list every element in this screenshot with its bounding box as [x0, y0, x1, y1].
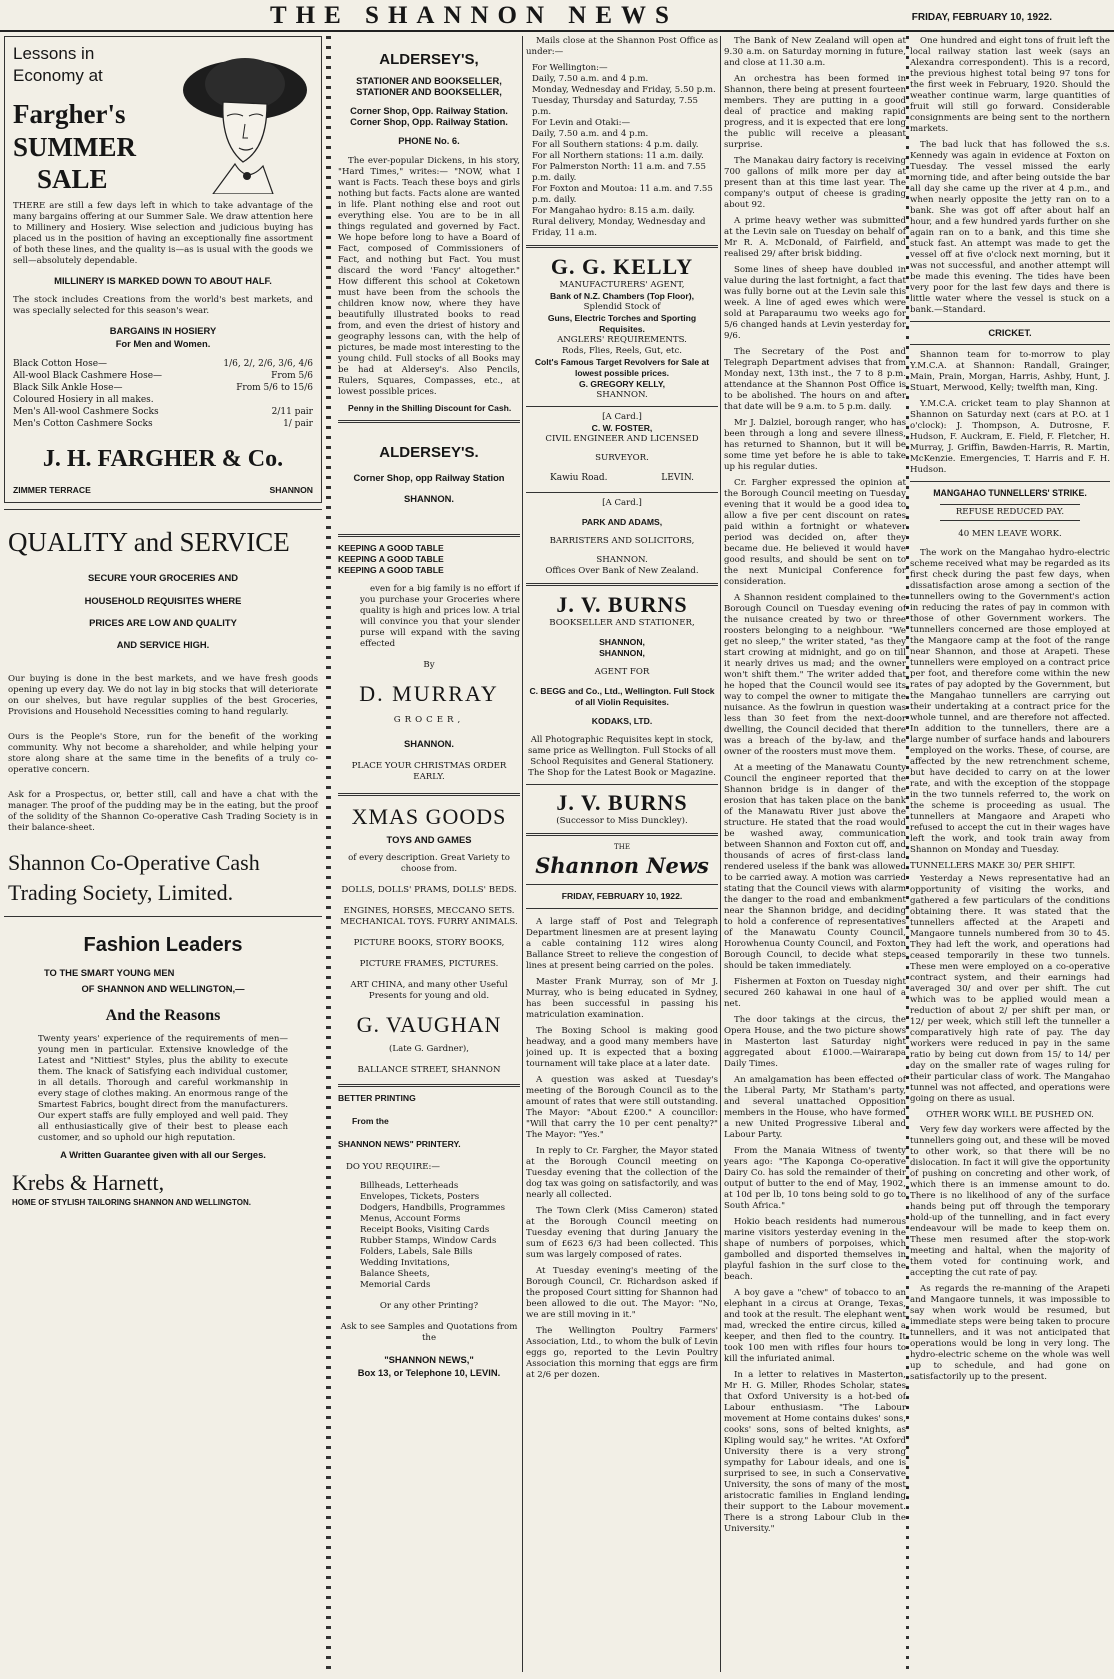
burns-advert [526, 592, 718, 779]
mail-line: For all Southern stations: 4 p.m. daily. [532, 140, 699, 150]
vaughan-desc: of every description. Great Variety to choose from. [348, 853, 510, 874]
fargher-sale: SALE [37, 164, 108, 194]
printing-item: Envelopes, Tickets, Posters [360, 1192, 480, 1202]
column-2 [338, 36, 520, 1672]
krebs-tag: HOME OF STYLISH TAILORING SHANNON AND WELLINGTON. [12, 1198, 251, 1208]
news-paragraph: A prime heavy wether was submitted at the Levin sale on Tuesday on behalf of Mr R. A. McDonald, of Fairfield, and realised 29/ after brisk bidding. [724, 216, 906, 259]
printing-item: Memorial Cards [360, 1280, 431, 1290]
printing-items [338, 1181, 520, 1291]
coop-name-1: Shannon Co-Operative Cash [8, 849, 260, 875]
news-paragraph: A boy gave a "chew" of tobacco to an elephant in a circus at Orange, Texas, and took at the result. The elephant went mad, wrecked the entire circus, killed a keeper, and then fled to the country. It took 100 men with rifles four hours to kill the infuriated animal. [724, 1288, 906, 1364]
alderseys-advert [338, 50, 520, 414]
mail-line: Rural delivery, Monday, Wednesday and Friday, 11 a.m. [532, 217, 706, 238]
kelly-l7: Colt's Famous Target Revolvers for Sale at lowest possible prices. [534, 357, 710, 378]
hosiery-item: Black Cotton Hose— [13, 359, 108, 370]
printing-item: Receipt Books, Visiting Cards [360, 1225, 490, 1235]
printing-head: BETTER PRINTING [338, 1093, 416, 1103]
fargher-name: Fargher's [13, 99, 126, 129]
fargher-intro: THERE are still a few days left in which to take advantage of the many bargains offering at our Summer Sale. We draw attention here to Millinery and Hosiery. Wise selection and judicious buying has placed us in the position of having an exceptionally fine assortment of both these lines, and the quality is—as is usual with the goods we sell—absolutely dependable. [13, 201, 313, 266]
hosiery-price: 2/11 pair [271, 407, 313, 418]
kelly-l9: SHANNON. [596, 390, 648, 400]
kelly-name: G. G. KELLY [550, 254, 694, 279]
alderseys-phone: PHONE No. 6. [398, 135, 460, 146]
vaughan-items [338, 885, 520, 1002]
alderseys2-l1: Corner Shop, opp Railway Station [353, 472, 505, 483]
park-card [526, 498, 718, 577]
cricket-paragraph: Y.M.C.A. cricket team to play Shannon at Shannon on Saturday next (cars at P.O. at 1 o'clock): J. Thompson, A. Dutrosne, F. Hudson, F. Auckram, E. Field, F. Fletcher, H. Murray, J. Griffin, Bawden-Harris, R. Martin, McKenzie. Emergencies, T. Harris and F. H. Hudson. [910, 399, 1110, 476]
krebs-headline: Fashion Leaders [83, 933, 243, 956]
news-paragraph: The Wellington Poultry Farmers' Association, Ltd., to whom the bulk of Levin eggs go, reported to the Levin Poultry Association this morning that eggs are firm at 2/6 per dozen. [526, 1326, 718, 1380]
hosiery-item: All-wool Black Cashmere Hose— [13, 371, 163, 382]
vaughan-item: ENGINES, HORSES, MECCANO SETS. MECHANICAL TOYS. FURRY ANIMALS. [340, 906, 518, 927]
park-l1: BARRISTERS AND SOLICITORS, [549, 536, 695, 546]
news-paragraph: At a meeting of the Manawatu County Council the engineer reported that the Shannon bridge is in danger of the erosion that has taken place on the bank of the Manawatu River just above the structure. He stated that the road would be washed away, communication between Shannon and Foxton cut off, and thousands of acres of first-class land rendered useless if the bank was allowed to be carried away. A motion was carried stating that the Council views with alarm the danger to the road and embankment near the Shannon bridge, and deciding to hold a conference of representatives of the Manawatu County Council, Horowhenua County Council, and Foxton Borough Council, to decide what steps should be taken immediately. [724, 763, 906, 971]
printing-item: Rubber Stamps, Window Cards [360, 1236, 497, 1246]
column-divider [522, 36, 523, 1672]
col3-news [526, 917, 718, 1381]
vaughan-item: PICTURE FRAMES, PICTURES. [359, 959, 499, 969]
vaughan-item: DOLLS, DOLLS' PRAMS, DOLLS' BEDS. [341, 885, 517, 895]
murray-h1: KEEPING A GOOD TABLE [338, 543, 444, 553]
fargher-bargains: BARGAINS IN HOSIERY [109, 325, 217, 337]
news-paragraph: Some lines of sheep have doubled in value during the last fortnight, a fact that was fully borne out at the Levin sale this week. A line of aged ewes which were sold at Paraparaumu two weeks ago for 5/6 changed hands at Levin yesterday for 9/6. [724, 265, 906, 341]
coop-headline: QUALITY and SERVICE [8, 527, 290, 558]
news-paragraph: A question was asked at Tuesday's meeting of the Borough Council as to the amount of rates that were still outstanding. The Mayor: "About £200." A councillor: "Will that carry the 10 per cent penalty?" The Mayor: "Yes." [526, 1075, 718, 1140]
burns-l6: KODAKS, LTD. [591, 716, 653, 726]
vaughan-item: PICTURE BOOKS, STORY BOOKS, [353, 938, 505, 948]
strike-sub-4: OTHER WORK WILL BE PUSHED ON. [926, 1109, 1094, 1120]
mail-line: For Mangahao hydro: 8.15 a.m. daily. [532, 206, 695, 216]
krebs-of: OF SHANNON AND WELLINGTON,— [81, 983, 245, 995]
kelly-advert [526, 254, 718, 401]
krebs-to: TO THE SMART YOUNG MEN [44, 966, 175, 978]
kelly-l3: Splendid Stock of [583, 302, 661, 312]
col4-news [724, 36, 906, 1535]
burns-l1: BOOKSELLER AND STATIONER, [549, 618, 695, 628]
hosiery-price: From 5/6 [271, 371, 313, 382]
kelly-l5: ANGLERS' REQUIREMENTS. [557, 335, 687, 345]
hosiery-row [13, 382, 313, 394]
printing-advert [338, 1093, 520, 1378]
hosiery-price: 1/ pair [283, 419, 313, 430]
coop-name-2: Trading Society, Limited. [8, 879, 234, 905]
news-paragraph: An amalgamation has been effected of the Liberal Party, Mr Statham's party, and several unattached Opposition members in the House, who have formed a new United Progressive Liberal and Labour Party. [724, 1075, 906, 1140]
burns-l4: AGENT FOR [594, 667, 650, 677]
cricket-notes [910, 350, 1110, 476]
column-divider-decorative [906, 36, 909, 1672]
alderseys-l1: STATIONER AND BOOKSELLER, [356, 75, 502, 86]
printing-item: Menus, Account Forms [360, 1214, 461, 1224]
fargher-advert [4, 36, 322, 503]
news-paragraph: Cr. Fargher expressed the opinion at the Borough Council meeting on Tuesday evening that it would be a good idea to allow a five per cent discount on rates paid within a fortnight or whatever period was decided on, after they became due. He believed it would have good results, and should be sent on to the next Municipal Conference for consideration. [724, 478, 906, 587]
park-l2: SHANNON. [596, 555, 648, 565]
coop-l4: AND SERVICE HIGH. [116, 639, 210, 651]
mails-list [526, 63, 718, 239]
vaughan-head: XMAS GOODS [351, 804, 507, 829]
krebs-advert [4, 923, 322, 1220]
fargher-addr-left: ZIMMER TERRACE [13, 485, 91, 496]
news-paragraph: One hundred and eight tons of fruit left the local railway station last week (says an Alexandra correspondent). This is a record, the previous highest total being 97 tons for the first week in February, 1920. Should the weather continue warm, large quantities of fruit will still go forward. Considerable consignments are being sent to the northern markets. [910, 36, 1110, 134]
hosiery-item: Black Silk Ankle Hose— [13, 383, 123, 394]
column-divider [720, 36, 721, 1672]
burns-advert-2 [526, 790, 718, 827]
coop-advert [4, 509, 322, 917]
foster-l3: Kawiu Road. [550, 473, 608, 483]
printing-box: Box 13, or Telephone 10, LEVIN. [357, 1367, 501, 1378]
strike-sub-3: TUNNELLERS MAKE 30/ PER SHIFT. [910, 860, 1076, 871]
murray-by: By [423, 660, 435, 670]
mails-intro: Mails close at the Shannon Post Office as under:— [526, 36, 718, 57]
news-paragraph: Mr J. Dalziel, borough ranger, who has been through a long and severe illness, has returned to Shannon, but it will be some time yet before he is able to take up his regular duties. [724, 418, 906, 472]
strike-paragraph: Yesterday a News representative had an opportunity of visiting the works, and gathered a few particulars of the conditions obtaining there. It was stated that the tunnellers affected at the Arapeti and Mangaore tunnels numbered from 30 to 45. They had left the work, and operations had ceased temporarily in these two tunnels. These men were employed on a co-operative contract system, and their earnings had averaged 30/ and over per shift. The cut which was to be applied would mean a reduction of about 2/ per shift per man, or 12/ per week, which still left the tunneller a comparatively high rate of pay. The day workers were reduced in pay in the same ratio by being cut down from 15/ to 14/ per day on the smaller rate of wages ruling for their particular class of work. The Mangahao tunnel was not affected, and operations were going on there as usual. [910, 873, 1110, 1104]
burns2-l1: (Successor to Miss Dunckley). [556, 816, 688, 826]
news-paragraph: The Secretary of the Post and Telegraph Department advises that from Monday next, 13th inst., the 7 to 8 p.m. attendance at the Shannon Post Office is to be abolished. The hours on and after that date will be 9 a.m. to 5 p.m. daily. [724, 347, 906, 412]
news-paragraph: The bad luck that has followed the s.s. Kennedy was again in evidence at Foxton on Tuesday. The vessel missed the early morning tide, and after being outside the bar all day she came up the river at 4 p.m., and when nearly opposite the jetty ran on to a bank. She was got off after about half an hour, and a few hundred yards further on she again ran on to a bank, and this time she stuck fast. An attempt was made to get the vessel off at five o'clock next morning, but it was not successful, and another attempt will be made this evening. The tides have been very poor for the last few days and there is little water where the vessel is stuck on a bank.—Standard. [910, 140, 1110, 315]
burns-l2: SHANNON, [599, 637, 645, 647]
alderseys-l4: Corner Shop, Opp. Railway Station. [350, 116, 508, 127]
column-1 [4, 36, 322, 1672]
strike-article-3 [910, 1125, 1110, 1383]
coop-l1: SECURE YOUR GROCERIES AND [87, 572, 239, 584]
lady-in-hat-illustration [163, 44, 313, 194]
foster-card-label: [A Card.] [602, 412, 642, 422]
vaughan-late: (Late G. Gardner), [389, 1044, 469, 1054]
kelly-l2: Bank of N.Z. Chambers (Top Floor), [549, 291, 695, 301]
hosiery-row [13, 358, 313, 370]
murray-advert [338, 543, 520, 783]
strike-sub-2: 40 MEN LEAVE WORK. [958, 528, 1062, 539]
hosiery-item: Coloured Hosiery in all makes. [13, 395, 154, 406]
coop-p1: Our buying is done in the best markets, and we have fresh goods opening up every day. We do not lay in big stocks that will deteriorate on our shelves, but have regular supplies of the best Groceries, Provisions and Household Necessities coming to hand regularly. [8, 673, 318, 717]
vaughan-item: ART CHINA, and many other Useful Presents for young and old. [350, 980, 508, 1001]
news-paragraph: In reply to Cr. Fargher, the Mayor stated at the Borough Council meeting on Tuesday evening that the collection of the dog tax was going on satisfactorily, and was nearly all collected. [526, 1146, 718, 1200]
news-paragraph: A large staff of Post and Telegraph Department linesmen are at present laying a cable containing 112 wires along Ballance Street to relieve the congestion of lines at present being carried on the poles. [526, 917, 718, 971]
coop-p2: Ours is the People's Store, run for the benefit of the working community. Why not become a shareholder, and while helping your store along share at the same time in the benefits of a truly co-operative concern. [8, 731, 318, 775]
strike-sub-1: REFUSE REDUCED PAY. [940, 504, 1080, 521]
burns-l5: C. BEGG and Co., Ltd., Wellington. Full Stock of all Violin Requisites. [529, 686, 715, 707]
strike-article-2 [910, 874, 1110, 1105]
alderseys-l3: Corner Shop, Opp. Railway Station. [350, 105, 508, 116]
strike-paragraph: Very few day workers were affected by the tunnellers going out, and these will be moved to other work, so that there will be no dislocation. In fact it will give the opportunity of pushing on concreting and other work, of which there is an immense amount to do. There is no likelihood of any of the surface hands being put off through the temporary hold-up of the tunnelling, and in fact every endeavour will be made to keep them on. These men resumed after the stop-work meeting and haltal, when the majority of them voted for continuing work, and accepting the cut rate of pay. [910, 1124, 1110, 1278]
strike-paragraph: As regards the re-manning of the Arapeti and Mangaore tunnels, it was impossible to say when work would be resumed, but immediate steps were being taken to procure tunnellers, and it was not anticipated that operations would be long in very long. The hydro-electric scheme on the whole was well up to schedule, and had gone on satisfactorily up to the present. [910, 1283, 1110, 1382]
fargher-for-men: For Men and Women. [115, 337, 211, 349]
krebs-guarantee: A Written Guarantee given with all our Serges. [60, 1148, 266, 1160]
news-paragraph: The Town Clerk (Miss Cameron) stated at the Borough Council meeting on Tuesday evening that during January the sum of £623 6/3 had been collected. This sum was largely composed of rates. [526, 1206, 718, 1260]
alderseys-body: The ever-popular Dickens, in his story, "Hard Times," writes:— "NOW, what I want is Facts. Teach these boys and girls nothing but facts. Facts alone are wanted in life. Plant nothing else and root out everything else. You are to be in all things regulated and governed by Fact. We hope before long to have a Board of Fact, composed of Commissioners of Fact, and nothing but Fact. You must discard the word 'Fancy' altogether." How different this school at Coketown must have been from the schools the children know now, where they have beautifully illustrated books to read from, and even the driest of history and geography lessons can, with the help of pictures, be made most interesting to the young child. Full stocks of all Books may be had at Aldersey's. Also Pencils, Rulers, Squares, Compasses, etc., at lowest possible prices. [338, 156, 520, 397]
hosiery-row [13, 418, 313, 430]
news-paragraph: Hokio beach residents had numerous marine visitors yesterday evening in the shape of numbers of porpoises, which gambolled and disported themselves in playful fashion in the surf close to the beach. [724, 1217, 906, 1282]
coop-l3: PRICES ARE LOW AND QUALITY [89, 617, 237, 629]
nameplate-the: THE [614, 843, 630, 851]
vaughan-name: G. VAUGHAN [356, 1012, 502, 1037]
burns-l7: All Photographic Requisites kept in stock, same price as Wellington. Full Stocks of all School Requisites and General Stationery. The Shop for the Latest Book or Magazine. [528, 735, 716, 778]
mail-line: For Foxton and Moutoa: 11 a.m. and 7.55 p.m. daily. [532, 184, 713, 205]
park-name: PARK AND ADAMS, [581, 517, 663, 527]
news-paragraph: Fishermen at Foxton on Tuesday night secured 260 kahawai in one haul of a net. [724, 977, 906, 1009]
kelly-l6: Rods, Flies, Reels, Gut, etc. [561, 346, 683, 356]
coop-p3: Ask for a Prospectus, or, better still, call and have a chat with the manager. The proof of the pudding may be in the eating, but the proof of the solidity of the Shannon Co-operative Cash Trading Society is in their balance-sheet. [8, 789, 318, 833]
hosiery-row [13, 406, 313, 418]
column-4 [724, 36, 906, 1672]
murray-town: SHANNON. [403, 738, 454, 749]
murray-body: even for a big family is no effort if you purchase your Groceries where quality is high and prices low. A trial will convince you that your slender purse will expand with the saving effected [360, 584, 520, 649]
strike-paragraph: The work on the Mangahao hydro-electric scheme received what may be regarded as its first check during the past few days, when dissatisfaction arose among a section of the tunnellers owing to the Government's action in reducing the rates of pay in common with those of other Government workers. The tunnellers concerned are those employed at the Mangaore camp at the foot of the range near Shannon, and those at Arapeti. These tunnellers were employed on a contract price per foot, and therefore come within the new rates of pay adopted by the Government, but the Mangahao tunnellers are carrying out their undertaking at a contract price for the whole tunnel, and are therefore not affected. In addition to the tunnellers, there are a large number of surface hands and labourers employed on the works. These, of course, are affected by the new retrenchment scheme, but have decided to carry on at the lower rate, and with the exception of the stoppage in the two tunnels referred to, the work on the scheme is proceeding as usual. The tunnellers at Mangaore and Arapeti who refused to accept the cut in their wages have left the work, and took train away from Shannon on Monday and Tuesday. [910, 547, 1110, 855]
nameplate-title: Shannon News [535, 853, 709, 878]
kelly-l4: Guns, Electric Torches and Sporting Requisites. [547, 313, 697, 334]
printing-news: "SHANNON NEWS," [384, 1354, 474, 1365]
mail-line: Daily, 7.50 a.m. and 4 p.m. [532, 74, 649, 84]
foster-name: C. W. FOSTER, [591, 423, 653, 433]
news-paragraph: An orchestra has been formed in Shannon, there being at present fourteen members. They are putting in a good deal of practice and making rapid progress, and it is expected that ere long the public will receive a pleasant surprise. [724, 74, 906, 150]
news-paragraph: In a letter to relatives in Masterton, Mr H. G. Miller, Rhodes Scholar, states that Oxford University is a hot-bed of Labour enthusiasm. "The Labour movement at Home contains dukes' sons, cooks' sons, sons of belted knights, as Kipling would say," he writes. "At Oxford University there is a very strong sympathy for Labour ideals, and one is surprised to see, in such a Conservative University, the sons of many of the most aristocratic families in England lending their support to the Labour movement. There is a strong Labour Club in the University." [724, 1370, 906, 1534]
hosiery-list [13, 358, 313, 430]
hosiery-price: From 5/6 to 15/6 [236, 383, 313, 394]
mail-line: For Palmerston North: 11 a.m. and 7.55 p.m. daily. [532, 162, 706, 183]
mail-line: For all Northern stations: 11 a.m. daily. [532, 151, 704, 161]
burns-l3: SHANNON, [599, 648, 645, 658]
alderseys-name: ALDERSEY'S, [379, 51, 479, 68]
alderseys2-l2: SHANNON. [403, 493, 454, 504]
masthead-title: THE SHANNON NEWS [270, 2, 678, 29]
mail-line: Monday, Wednesday and Friday, 5.50 p.m. [532, 85, 716, 95]
printing-item: Dodgers, Handbills, Programmes [360, 1203, 505, 1213]
murray-xmas: PLACE YOUR CHRISTMAS ORDER EARLY. [351, 761, 507, 782]
kelly-l1: MANUFACTURERS' AGENT, [559, 280, 685, 290]
murray-h2: KEEPING A GOOD TABLE [338, 554, 444, 564]
mail-line: For Wellington:— [532, 63, 608, 73]
burns-name: J. V. BURNS [556, 592, 688, 617]
fargher-lessons: Lessons in Economy at [13, 44, 103, 85]
printing-item: Billheads, Letterheads [360, 1181, 459, 1191]
paper-nameplate [526, 842, 718, 909]
printing-office: SHANNON NEWS" PRINTERY. [338, 1139, 461, 1149]
cricket-paragraph: Shannon team for to-morrow to play Y.M.C.A. at Shannon: Randall, Grainger, Main, Prain, Morgan, Harris, Ashby, Hunt, J. Stuart, Merwood, Kelly; twelfth man, King. [910, 350, 1110, 394]
alderseys-l2: STATIONER AND BOOKSELLER, [356, 86, 502, 97]
cricket-heading: CRICKET. [988, 327, 1032, 338]
news-paragraph: The Manakau dairy factory is receiving 700 gallons of milk more per day at present than at this time last year. The company's output of cheese is grading about 92. [724, 156, 906, 210]
murray-trade: GROCER, [393, 715, 465, 725]
column-5 [910, 36, 1110, 1672]
coop-l2: HOUSEHOLD REQUISITES WHERE [84, 594, 242, 606]
column-3 [526, 36, 718, 1672]
vaughan-addr: BALLANCE STREET, SHANNON [357, 1065, 501, 1075]
foster-l2: SURVEYOR. [595, 453, 649, 463]
nameplate-date: FRIDAY, FEBRUARY 10, 1922. [561, 891, 683, 901]
vaughan-sub: TOYS AND GAMES [386, 834, 472, 845]
printing-other: Or any other Printing? [379, 1301, 479, 1311]
strike-heading: MANGAHAO TUNNELLERS' STRIKE. [933, 488, 1087, 499]
burns2-name: J. V. BURNS [556, 790, 688, 815]
park-card-label: [A Card.] [602, 498, 642, 508]
news-paragraph: From the Manaia Witness of twenty years ago: "The Kaponga Co-operative Dairy Co. has sold the remainder of their output of butter to the end of May, 1902, at 10d per lb, 10 tons being sold to go to South Africa." [724, 1146, 906, 1211]
printing-item: Balance Sheets, [360, 1269, 430, 1279]
krebs-firm: Krebs & Harnett, [12, 1170, 165, 1196]
hosiery-price: 1/6, 2/, 2/6, 3/6, 4/6 [223, 359, 313, 370]
masthead-date: FRIDAY, FEBRUARY 10, 1922. [911, 12, 1052, 23]
strike-article [910, 548, 1110, 856]
mail-line: For Levin and Otaki:— [532, 118, 631, 128]
fargher-millinery: MILLINERY IS MARKED DOWN TO ABOUT HALF. [54, 275, 272, 286]
fargher-summer: SUMMER [13, 132, 136, 162]
mail-line: Tuesday, Thursday and Saturday, 7.55 p.m. [532, 96, 699, 117]
murray-h3: KEEPING A GOOD TABLE [338, 565, 444, 575]
vaughan-advert [338, 804, 520, 1076]
alderseys2-name: ALDERSEY'S. [379, 444, 479, 461]
krebs-list: Twenty years' experience of the requirements of men—young men in particular. Extensive knowledge of the Latest and "Nittiest" Styles, plus the ability to execute them. The knack of Satisfying each individual customer, in all details. Thorough and careful workmanship in every stage of clothes making. An enormous range of the Smartest Fabrics, bought direct from the manufacturers. Our expert staffs are fully employed and well paid. They all enthusiastically give of their best to please each customer, and so uphold our high reputation. [38, 1033, 288, 1143]
hosiery-row [13, 370, 313, 382]
hosiery-item: Men's Cotton Cashmere Socks [13, 419, 153, 430]
krebs-reasons: And the Reasons [105, 1006, 221, 1024]
printing-item: Wedding Invitations, [360, 1258, 450, 1268]
printing-samples: Ask to see Samples and Quotations from the [340, 1322, 518, 1343]
foster-l4: LEVIN. [661, 473, 694, 483]
col5-news [910, 36, 1110, 316]
hosiery-row [13, 394, 313, 406]
foster-card [526, 412, 718, 484]
news-paragraph: A Shannon resident complained to the Borough Council on Tuesday evening of the nuisance created by two or three roosters belonging to a neighbour. "We get no sleep," the writer stated, "as they start crowing at midnight, and go on till it nearly drives us mad; and the owner won't shift them." The writer added that he hoped that the Council would see its way to compel the owner to mitigate the nuisance. As the fowlrun in question was less than 30 feet from the next-door dwelling, the Council decided that there was a breach of the by-law, and the owner of the roosters must move them. [724, 593, 906, 757]
hosiery-item: Men's All-wool Cashmere Socks [13, 407, 159, 418]
park-l3: Offices Over Bank of New Zealand. [545, 566, 699, 576]
alderseys-penny: Penny in the Shilling Discount for Cash. [348, 403, 512, 413]
alderseys-advert-2 [338, 429, 520, 528]
printing-from: From the [352, 1116, 389, 1126]
fargher-addr-right: SHANNON [269, 485, 313, 496]
foster-l1: CIVIL ENGINEER AND LICENSED [545, 434, 699, 444]
masthead [0, 0, 1114, 32]
news-paragraph: The Boxing School is making good headway, and a good many members have joined up. It is expected that a boxing tournament will take place at a later date. [526, 1026, 718, 1069]
murray-name: D. MURRAY [359, 681, 499, 706]
fargher-stock: The stock includes Creations from the world's best markets, and was specially selected for this season's wear. [13, 295, 313, 317]
news-paragraph: At Tuesday evening's meeting of the Borough Council, Cr. Richardson asked if the proposed Court sitting for Shannon had been allowed to die out. The Mayor: "No, we are still moving in it." [526, 1266, 718, 1320]
fargher-firm: J. H. FARGHER & Co. [42, 446, 284, 473]
news-paragraph: Master Frank Murray, son of Mr J. Murray, who is being educated in Sydney, has been successful in passing his matriculation examination. [526, 977, 718, 1020]
news-paragraph: The Bank of New Zealand will open at 9.30 a.m. on Saturday morning in future, and close at 11.30 a.m. [724, 36, 906, 68]
mail-line: Daily, 7.50 a.m. and 4 p.m. [532, 129, 649, 139]
printing-item: Folders, Labels, Sale Bills [360, 1247, 473, 1257]
kelly-l8: G. GREGORY KELLY, [578, 379, 666, 389]
news-paragraph: The door takings at the circus, the Opera House, and the two picture shows in Masterton last Saturday night aggregated about £1000.—Wairarapa Daily Times. [724, 1015, 906, 1069]
column-divider-decorative [326, 36, 331, 1672]
printing-ask: DO YOU REQUIRE:— [346, 1162, 441, 1172]
